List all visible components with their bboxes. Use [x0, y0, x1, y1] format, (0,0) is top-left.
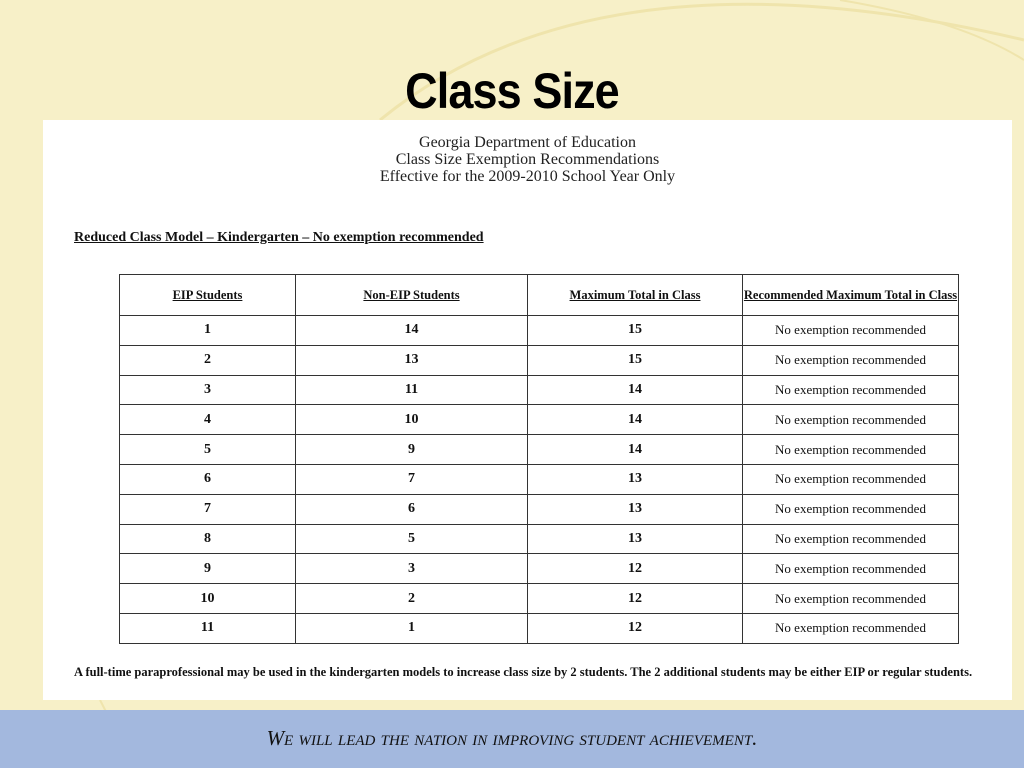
- table-cell: 14: [528, 435, 743, 465]
- table-body: [120, 316, 959, 644]
- table-cell: 2: [120, 345, 296, 375]
- table-row: [120, 494, 959, 524]
- table-cell: 12: [528, 584, 743, 614]
- header-line-3: Effective for the 2009-2010 School Year Only: [379, 168, 676, 185]
- table-cell: 2: [296, 584, 528, 614]
- table-cell: 6: [296, 494, 528, 524]
- table-row: [120, 464, 959, 494]
- table-cell: 15: [528, 345, 743, 375]
- table-cell: No exemption recommended: [743, 316, 959, 346]
- table-row: [120, 584, 959, 614]
- table-cell: 1: [120, 316, 296, 346]
- document-header: [43, 134, 1012, 185]
- table-cell: 6: [120, 464, 296, 494]
- header-line-1: Georgia Department of Education: [419, 134, 636, 151]
- table-cell: 13: [528, 494, 743, 524]
- column-header: Non-EIP Students: [296, 275, 528, 316]
- table-cell: 15: [528, 316, 743, 346]
- table-cell: 12: [528, 554, 743, 584]
- table-cell: 5: [120, 435, 296, 465]
- table-cell: 10: [120, 584, 296, 614]
- table-cell: 7: [296, 464, 528, 494]
- table-cell: 13: [528, 524, 743, 554]
- table-cell: 13: [528, 464, 743, 494]
- tagline: We will lead the nation in improving student achievement.: [266, 726, 758, 750]
- footer-banner: [0, 710, 1024, 768]
- table-cell: No exemption recommended: [743, 613, 959, 643]
- column-header: EIP Students: [120, 275, 296, 316]
- table-cell: 14: [528, 405, 743, 435]
- table-cell: 9: [296, 435, 528, 465]
- header-line-2: Class Size Exemption Recommendations: [395, 151, 660, 168]
- table-row: [120, 345, 959, 375]
- table-cell: 9: [120, 554, 296, 584]
- table-cell: 3: [296, 554, 528, 584]
- column-header: Recommended Maximum Total in Class: [743, 275, 959, 316]
- table-cell: 3: [120, 375, 296, 405]
- table-cell: 4: [120, 405, 296, 435]
- table-cell: 13: [296, 345, 528, 375]
- document-subheading: Reduced Class Model – Kindergarten – No exemption recommended: [74, 230, 484, 245]
- table-cell: No exemption recommended: [743, 554, 959, 584]
- slide-title: Class Size: [405, 63, 619, 119]
- table-cell: No exemption recommended: [743, 375, 959, 405]
- class-size-table: [119, 274, 959, 644]
- table-cell: 14: [296, 316, 528, 346]
- table-row: [120, 435, 959, 465]
- table-cell: 10: [296, 405, 528, 435]
- table-cell: 11: [120, 613, 296, 643]
- table-cell: No exemption recommended: [743, 345, 959, 375]
- table-row: [120, 375, 959, 405]
- document-image: [43, 120, 1012, 700]
- table-cell: 14: [528, 375, 743, 405]
- table-cell: No exemption recommended: [743, 435, 959, 465]
- table-cell: 7: [120, 494, 296, 524]
- table-cell: 8: [120, 524, 296, 554]
- table-row: [120, 613, 959, 643]
- table-cell: 12: [528, 613, 743, 643]
- table-cell: 11: [296, 375, 528, 405]
- table-cell: No exemption recommended: [743, 524, 959, 554]
- table-cell: 1: [296, 613, 528, 643]
- column-header: Maximum Total in Class: [528, 275, 743, 316]
- table-header-row: [120, 275, 959, 316]
- table-cell: 5: [296, 524, 528, 554]
- table-cell: No exemption recommended: [743, 494, 959, 524]
- table-row: [120, 524, 959, 554]
- table-cell: No exemption recommended: [743, 464, 959, 494]
- table-cell: No exemption recommended: [743, 405, 959, 435]
- document-footnote: A full-time paraprofessional may be used in the kindergarten models to increase class size by 2 students. The 2 additional students may be either EIP or regular students.: [74, 665, 973, 679]
- table-row: [120, 554, 959, 584]
- table-row: [120, 316, 959, 346]
- table-row: [120, 405, 959, 435]
- table-cell: No exemption recommended: [743, 584, 959, 614]
